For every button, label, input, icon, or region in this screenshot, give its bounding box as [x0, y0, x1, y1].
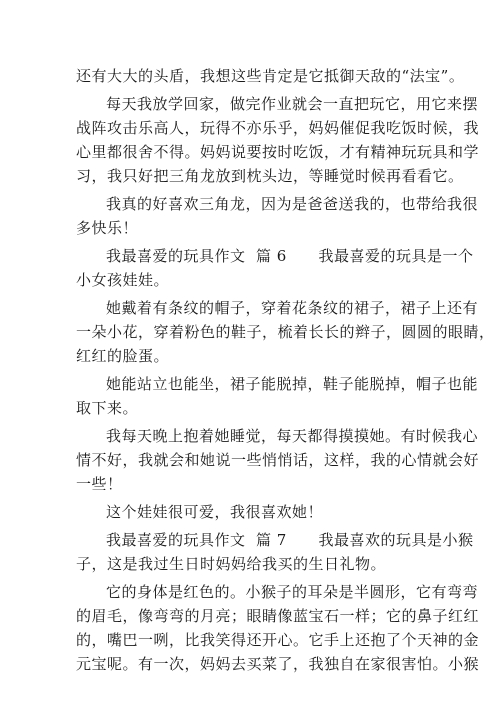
- paragraph-1: [76, 64, 465, 88]
- text-line: 还有大大的头盾，我想这些肯定是它抵御天敌的“法宝”。: [76, 67, 465, 85]
- text-line: 我最喜爱的玩具作文 篇 7 我最喜欢的玩具是小猴: [106, 531, 474, 549]
- paragraph-7: [76, 424, 480, 496]
- paragraph-10: [76, 580, 480, 676]
- text-line: 一些！: [76, 475, 123, 493]
- text-line: 子，这是我过生日时妈妈给我买的生日礼物。: [76, 555, 387, 573]
- text-line: 一朵小花，穿着粉色的鞋子，梳着长长的辫子，圆圆的眼睛，: [76, 323, 495, 341]
- text-line: 我最喜爱的玩具作文 篇 6 我最喜爱的玩具是一个: [106, 247, 474, 265]
- paragraph-2: [76, 92, 480, 188]
- paragraph-3: [76, 192, 479, 240]
- text-line: 取下来。: [76, 399, 139, 417]
- text-line: 情不好，我就会和她说一些悄悄话，这样，我的心情就会好: [76, 451, 480, 469]
- text-line: 战阵攻击乐高人，玩得不亦乐乎，妈妈催促我吃饭时候，我: [76, 119, 480, 137]
- text-line: 多快乐！: [76, 219, 139, 237]
- text-line: 我真的好喜欢三角龙，因为是爸爸送我的，也带给我很: [106, 195, 479, 213]
- text-line: 心里都很舍不得。妈妈说要按时吃饭，才有精神玩玩具和学: [76, 143, 480, 161]
- text-line: 每天我放学回家，做完作业就会一直把玩它，用它来摆: [106, 95, 479, 113]
- text-line: 的，嘴巴一咧，比我笑得还开心。它手上还抱了个天神的金: [76, 631, 480, 649]
- paragraph-5: [76, 296, 495, 368]
- document-page: [76, 64, 495, 680]
- section-heading-6: [76, 244, 474, 292]
- text-line: 小女孩娃娃。: [76, 271, 170, 289]
- text-line: 元宝呢。有一次，妈妈去买菜了，我独自在家很害怕。小猴: [76, 655, 480, 673]
- text-line: 这个娃娃很可爱，我很喜欢她！: [106, 503, 324, 521]
- section-heading-7: [76, 528, 474, 576]
- text-line: 的眉毛，像弯弯的月亮；眼睛像蓝宝石一样；它的鼻子红红: [76, 607, 480, 625]
- text-line: 习，我只好把三角龙放到枕头边，等睡觉时候再看看它。: [76, 167, 464, 185]
- text-line: 我每天晚上抱着她睡觉，每天都得摸摸她。有时候我心: [106, 427, 479, 445]
- paragraph-8: [76, 500, 428, 524]
- text-line: 它的身体是红色的。小猴子的耳朵是半圆形，它有弯弯: [106, 583, 479, 601]
- text-line: 红红的脸蛋。: [76, 347, 170, 365]
- text-line: 她戴着有条纹的帽子，穿着花条纹的裙子，裙子上还有: [106, 299, 479, 317]
- paragraph-6: [76, 372, 479, 420]
- text-line: 她能站立也能坐，裙子能脱掉，鞋子能脱掉，帽子也能: [106, 375, 479, 393]
